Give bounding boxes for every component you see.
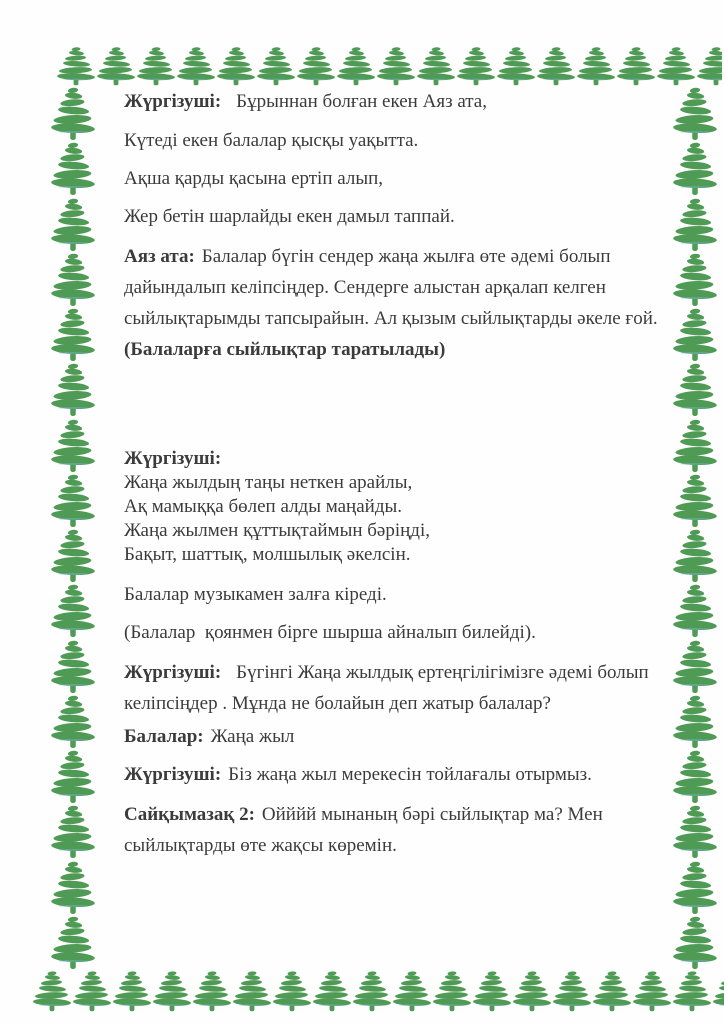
stage-direction: Балалар музыкамен залға кіреді. bbox=[124, 584, 387, 605]
christmas-tree-icon bbox=[50, 915, 96, 970]
verse-line: Күтеді екен балалар қысқы уақытта. bbox=[124, 130, 419, 151]
christmas-tree-icon bbox=[672, 749, 718, 804]
christmas-tree-icon bbox=[216, 46, 256, 86]
christmas-tree-icon bbox=[656, 46, 696, 86]
christmas-tree-icon bbox=[312, 970, 352, 1012]
verse-line: Ақ мамыққа бөлеп алды маңайды. bbox=[124, 496, 403, 517]
christmas-tree-icon bbox=[472, 970, 512, 1012]
christmas-tree-icon bbox=[696, 46, 722, 86]
christmas-tree-icon bbox=[672, 141, 718, 196]
dialogue-text: Балалар бүгін сендер жаңа жылға өте әдемі болып дайындалып келіпсіңдер. Сендерге алыстан арқалап келген сыйлықтарымды тапсырайын. Ал қызым сыйлықтарды әкеле ғой. bbox=[124, 246, 658, 329]
christmas-tree-icon bbox=[616, 46, 656, 86]
christmas-tree-icon bbox=[50, 362, 96, 417]
christmas-tree-icon bbox=[352, 970, 392, 1012]
script-page-text bbox=[124, 86, 666, 861]
christmas-tree-icon bbox=[672, 418, 718, 473]
christmas-tree-icon bbox=[672, 307, 718, 362]
speaker-label: Сайқымазақ 2: bbox=[124, 804, 255, 825]
christmas-tree-icon bbox=[672, 970, 712, 1012]
verse-line: Жаңа жылмен құттықтаймын бәріңді, bbox=[124, 520, 431, 541]
christmas-tree-icon bbox=[50, 141, 96, 196]
speaker-label: Жүргізуші: bbox=[124, 662, 222, 683]
dialogue-line bbox=[124, 447, 666, 471]
christmas-tree-icon bbox=[672, 694, 718, 749]
christmas-tree-icon bbox=[136, 46, 176, 86]
christmas-tree-icon bbox=[672, 362, 718, 417]
tree-border-bottom bbox=[32, 970, 724, 1012]
dialogue-line bbox=[124, 725, 666, 749]
christmas-tree-icon bbox=[50, 528, 96, 583]
dialogue-text: Біз жаңа жыл мерекесін тойлағалы отырмыз. bbox=[228, 764, 592, 785]
christmas-tree-icon bbox=[176, 46, 216, 86]
christmas-tree-icon bbox=[336, 46, 376, 86]
speaker-label: Балалар: bbox=[124, 726, 204, 747]
dialogue-line bbox=[124, 90, 666, 114]
christmas-tree-icon bbox=[672, 639, 718, 694]
christmas-tree-icon bbox=[72, 970, 112, 1012]
tree-border-right bbox=[672, 86, 720, 970]
verse-line: Ақша қарды қасына ертіп алып, bbox=[124, 168, 384, 189]
dialogue-line bbox=[124, 657, 666, 719]
christmas-tree-icon bbox=[256, 46, 296, 86]
christmas-tree-icon bbox=[592, 970, 632, 1012]
christmas-tree-icon bbox=[432, 970, 472, 1012]
stage-direction: (Балаларға сыйлықтар таратылады) bbox=[124, 339, 446, 360]
christmas-tree-icon bbox=[632, 970, 672, 1012]
christmas-tree-icon bbox=[232, 970, 272, 1012]
stage-direction: (Балалар қоянмен бірге шырша айналып билейді). bbox=[124, 622, 536, 643]
christmas-tree-icon bbox=[50, 252, 96, 307]
christmas-tree-icon bbox=[672, 804, 718, 859]
tree-border-left bbox=[50, 86, 98, 970]
christmas-tree-icon bbox=[576, 46, 616, 86]
christmas-tree-icon bbox=[496, 46, 536, 86]
christmas-tree-icon bbox=[112, 970, 152, 1012]
verse-line: Жаңа жылдың таңы неткен арайлы, bbox=[124, 472, 413, 493]
christmas-tree-icon bbox=[672, 583, 718, 638]
christmas-tree-icon bbox=[672, 528, 718, 583]
christmas-tree-icon bbox=[672, 860, 718, 915]
christmas-tree-icon bbox=[50, 639, 96, 694]
christmas-tree-icon bbox=[296, 46, 336, 86]
dialogue-line bbox=[124, 763, 666, 787]
dialogue-line bbox=[124, 241, 666, 334]
christmas-tree-icon bbox=[50, 804, 96, 859]
christmas-tree-icon bbox=[672, 86, 718, 141]
christmas-tree-icon bbox=[32, 970, 72, 1012]
christmas-tree-icon bbox=[50, 473, 96, 528]
christmas-tree-icon bbox=[672, 252, 718, 307]
christmas-tree-icon bbox=[56, 46, 96, 86]
christmas-tree-icon bbox=[96, 46, 136, 86]
christmas-tree-icon bbox=[50, 86, 96, 141]
christmas-tree-icon bbox=[552, 970, 592, 1012]
christmas-tree-icon bbox=[152, 970, 192, 1012]
christmas-tree-icon bbox=[512, 970, 552, 1012]
christmas-tree-icon bbox=[392, 970, 432, 1012]
christmas-tree-icon bbox=[50, 197, 96, 252]
christmas-tree-icon bbox=[712, 970, 724, 1012]
verse-line: Жер бетін шарлайды екен дамыл таппай. bbox=[124, 206, 455, 227]
christmas-tree-icon bbox=[672, 473, 718, 528]
speaker-label: Аяз ата: bbox=[124, 246, 195, 267]
speaker-label: Жүргізуші: bbox=[124, 91, 222, 112]
christmas-tree-icon bbox=[416, 46, 456, 86]
christmas-tree-icon bbox=[672, 197, 718, 252]
christmas-tree-icon bbox=[456, 46, 496, 86]
christmas-tree-icon bbox=[50, 749, 96, 804]
speaker-label: Жүргізуші: bbox=[124, 764, 222, 785]
christmas-tree-icon bbox=[376, 46, 416, 86]
dialogue-text: Ойййй мынаның бәрі сыйлықтар ма? Мен сыйлықтарды өте жақсы көремін. bbox=[124, 804, 608, 856]
christmas-tree-icon bbox=[672, 915, 718, 970]
christmas-tree-icon bbox=[50, 860, 96, 915]
christmas-tree-icon bbox=[536, 46, 576, 86]
christmas-tree-icon bbox=[192, 970, 232, 1012]
christmas-tree-icon bbox=[50, 418, 96, 473]
dialogue-text: Бұрыннан болған екен Аяз ата, bbox=[236, 91, 487, 112]
speaker-label: Жүргізуші: bbox=[124, 448, 222, 469]
tree-border-top bbox=[56, 46, 722, 86]
dialogue-text: Жаңа жыл bbox=[210, 726, 295, 747]
dialogue-text: Бүгінгі Жаңа жылдық ертеңгілігімізге әдемі болып келіпсіңдер . Мұнда не болайын деп жатыр балалар? bbox=[124, 662, 654, 714]
christmas-tree-icon bbox=[50, 307, 96, 362]
verse-line: Бақыт, шаттық, молшылық әкелсін. bbox=[124, 544, 411, 565]
christmas-tree-icon bbox=[50, 694, 96, 749]
dialogue-line bbox=[124, 799, 666, 861]
christmas-tree-icon bbox=[272, 970, 312, 1012]
christmas-tree-icon bbox=[50, 583, 96, 638]
